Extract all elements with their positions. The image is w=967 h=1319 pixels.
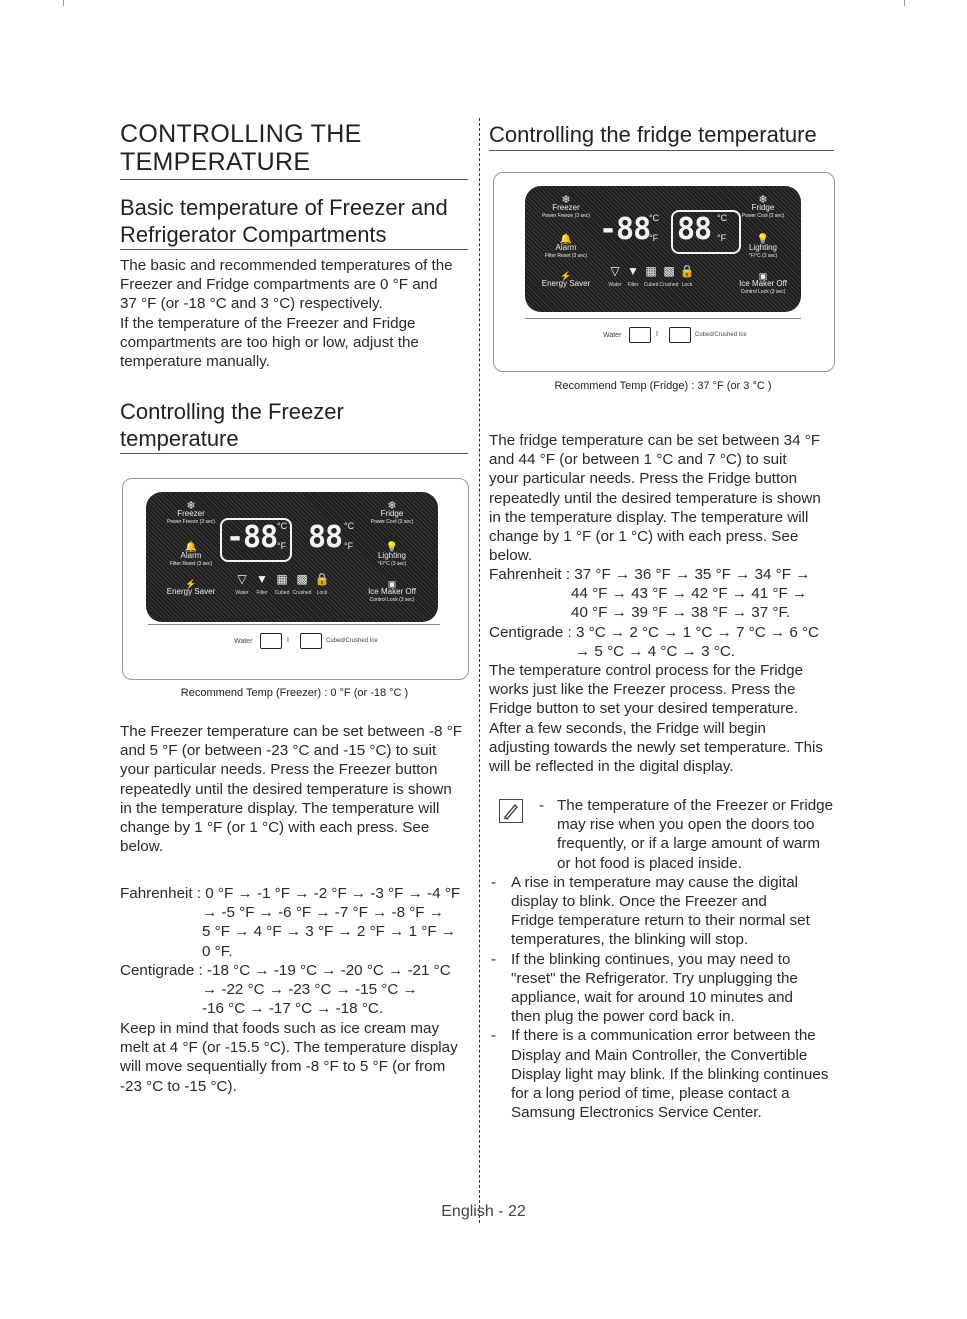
crop-mark xyxy=(904,0,905,6)
energy-saver-panel-button xyxy=(166,580,216,596)
freezer-icon: ❄ xyxy=(561,194,571,206)
section-rule xyxy=(489,150,834,151)
celsius-unit: °C xyxy=(717,213,728,223)
cubed-crushed-ice-label: Cubed/Crushed Ice xyxy=(326,638,378,644)
fahrenheit-line: 0 °F → -1 °F → -2 °F → -3 °F → -4 °F xyxy=(205,885,461,902)
separator: I xyxy=(287,637,289,644)
alarm-sub-label: Filter Reset (3 sec) xyxy=(169,561,213,567)
ice-button xyxy=(300,633,322,649)
notes-list xyxy=(489,796,839,1122)
water-label: Water xyxy=(603,332,622,339)
separator: I xyxy=(656,331,658,338)
centigrade-line: → 5 °C → 4 °C → 3 °C. xyxy=(575,642,736,660)
section-rule xyxy=(120,453,468,454)
bullet-dash: - xyxy=(491,950,497,968)
fridge-panel-button xyxy=(735,196,791,220)
ice-maker-icon: ▣ xyxy=(758,271,768,281)
fridge-sub-label: Power Cool (3 sec) xyxy=(370,519,414,525)
section-rule xyxy=(120,249,468,250)
freezer-temperature-display: -88 xyxy=(599,212,651,247)
ice-maker-off-panel-button xyxy=(360,580,424,604)
water-icon: ▽ xyxy=(610,264,620,278)
alarm-icon: 🔔 xyxy=(184,542,198,553)
note-text: A rise in temperature may cause the digital display to blink. Once the Freezer and Fridge temperature return to their normal set temperatures, the blinking will stop. xyxy=(511,873,810,949)
lighting-icon: 💡 xyxy=(756,234,770,245)
alarm-panel-button xyxy=(166,544,216,568)
centigrade-label: Centigrade : xyxy=(489,623,572,641)
freezer-label: Freezer xyxy=(177,509,205,518)
note-item xyxy=(489,796,839,873)
icon-label: Filter xyxy=(256,590,268,596)
fahrenheit-line: → -5 °F → -6 °F → -7 °F → -8 °F → xyxy=(202,904,444,922)
centigrade-line: 3 °C → 2 °C → 1 °C → 7 °C → 6 °C xyxy=(575,623,820,641)
lighting-icon: 💡 xyxy=(385,542,399,553)
celsius-unit: °C xyxy=(649,213,660,223)
section-heading-freezer: Controlling the Freezer temperature xyxy=(120,399,344,451)
lock-icon: 🔒 xyxy=(679,264,695,278)
fridge-recommended-temp-caption: Recommend Temp (Fridge) : 37 °F (or 3 °C ) xyxy=(554,380,772,392)
lock-icon: 🔒 xyxy=(314,572,330,586)
freezer-sub-label: Power Freeze (3 sec) xyxy=(542,213,590,219)
freezer-panel-button xyxy=(541,196,591,220)
ice-maker-off-panel-button xyxy=(731,272,795,296)
freezer-sub-label: Power Freeze (3 sec) xyxy=(167,519,215,525)
note-text: The temperature of the Freezer or Fridge may rise when you open the doors too frequently, or if a large amount of warm or hot food is placed inside. xyxy=(557,797,834,872)
section-heading-fridge: Controlling the fridge temperature xyxy=(489,122,817,147)
note-text: If there is a communication error between the Display and Main Controller, the Convertible Display light may blink. If the blinking continues for a long period of time, please contact a Samsung Electronics Service Center. xyxy=(511,1027,829,1122)
fridge-icon: ❄ xyxy=(387,500,397,512)
note-item xyxy=(489,1026,839,1122)
icon-label: Lock xyxy=(681,282,693,288)
fahrenheit-label: Fahrenheit : xyxy=(489,566,571,583)
fridge-sequence xyxy=(489,565,839,661)
lighting-panel-button xyxy=(735,236,791,260)
dispenser-panel xyxy=(525,318,801,351)
lighting-label: Lighting xyxy=(377,551,407,560)
centigrade-line: -18 °C → -19 °C → -20 °C → -21 °C xyxy=(206,961,451,979)
freezer-outro-text: Keep in mind that foods such as ice cream may melt at 4 °F (or -15.5 °C). The temperature display will move sequentially from -8 °F to 5 °F (or from -23 °C to -15 °C). xyxy=(120,1020,458,1095)
centigrade-line: → -22 °C → -23 °C → -15 °C → xyxy=(202,981,418,999)
fridge-intro-text: The fridge temperature can be set between 34 °F and 44 °F (or between 1 °C and 7 °C) to suit your particular needs. Press the Fridge button repeatedly until the desired temperature is shown in the temperature display. The temperature will change by 1 °F (or 1 °C) with each press. See below. xyxy=(489,432,821,565)
cubed-ice-icon: ▦ xyxy=(645,264,657,278)
freezer-label: Freezer xyxy=(552,203,580,212)
bullet-dash: - xyxy=(491,873,497,891)
freezer-fahrenheit-sequence xyxy=(120,884,472,1018)
icon-label: Cubed xyxy=(274,590,290,596)
fridge-icon: ❄ xyxy=(758,194,768,206)
fahrenheit-unit: °F xyxy=(277,541,287,551)
section-heading-basic-temperature: Basic temperature of Freezer and Refrigerator Compartments xyxy=(120,195,448,247)
fridge-panel-button xyxy=(364,502,420,526)
lighting-sub-label: °F/°C (3 sec) xyxy=(377,561,407,567)
ice-maker-sub-label: Control Lock (3 sec) xyxy=(369,597,415,603)
cubed-ice-icon: ▦ xyxy=(276,572,288,586)
icon-label: Filter xyxy=(627,282,639,288)
filter-icon: ▼ xyxy=(627,264,639,278)
fridge-sub-label: Power Cool (3 sec) xyxy=(741,213,785,219)
basic-temperature-text: The basic and recommended temperatures of the Freezer and Fridge compartments are 0 °F and 37 °F (or -18 °C and 3 °C) respectively. If the temperature of the Freezer and Fridge compartments are too high or low, adjust the temperature manually. xyxy=(120,257,453,371)
fahrenheit-line: 37 °F → 36 °F → 35 °F → 34 °F → xyxy=(574,566,811,583)
water-label: Water xyxy=(234,638,253,645)
crushed-ice-icon: ▩ xyxy=(663,264,675,278)
crushed-ice-icon: ▩ xyxy=(296,572,308,586)
freezer-icon: ❄ xyxy=(186,500,196,512)
freezer-panel-button xyxy=(166,502,216,526)
alarm-panel-button xyxy=(541,236,591,260)
dispenser-panel xyxy=(148,624,440,657)
fridge-label: Fridge xyxy=(751,203,775,212)
ice-maker-sub-label: Control Lock (3 sec) xyxy=(740,289,786,295)
ice-maker-off-label: Ice Maker Off xyxy=(368,587,416,596)
icon-label: Water xyxy=(235,590,249,596)
celsius-unit: °C xyxy=(277,521,288,531)
lighting-sub-label: °F/°C (3 sec) xyxy=(748,253,778,259)
fridge-temperature-display: 88 xyxy=(677,212,712,247)
water-button xyxy=(629,327,651,343)
icon-label: Cubed xyxy=(643,282,659,288)
note-item xyxy=(489,873,839,950)
fahrenheit-label: Fahrenheit : xyxy=(120,885,202,902)
fridge-temperature-display: 88 xyxy=(308,520,343,555)
page-title: CONTROLLING THE TEMPERATURE xyxy=(120,120,362,176)
water-icon: ▽ xyxy=(237,572,247,586)
bullet-dash: - xyxy=(539,797,545,814)
freezer-recommended-temp-caption: Recommend Temp (Freezer) : 0 °F (or -18 °C ) xyxy=(180,687,409,699)
icon-label: Crushed xyxy=(292,590,312,596)
fridge-label: Fridge xyxy=(380,509,404,518)
alarm-label: Alarm xyxy=(180,551,202,560)
crop-mark xyxy=(63,0,64,6)
energy-saver-icon: ⚡ xyxy=(185,579,197,589)
icon-label: Crushed xyxy=(659,282,679,288)
filter-icon: ▼ xyxy=(256,572,268,586)
page-footer: English - 22 xyxy=(441,1203,526,1220)
freezer-control-panel xyxy=(146,492,438,622)
fridge-outro-text: The temperature control process for the Fridge works just like the Freezer process. Press the Fridge button to set your desired temperature. After a few seconds, the Fridge will begin adjusting towards the newly set temperature. This will be reflected in the digital display. xyxy=(489,662,824,776)
icon-label: Lock xyxy=(316,590,328,596)
fahrenheit-line: 40 °F → 39 °F → 38 °F → 37 °F. xyxy=(571,604,791,622)
fahrenheit-line: 5 °F → 4 °F → 3 °F → 2 °F → 1 °F → xyxy=(202,923,456,941)
ice-maker-off-label: Ice Maker Off xyxy=(739,279,787,288)
fahrenheit-line: 44 °F → 43 °F → 42 °F → 41 °F → xyxy=(571,585,808,603)
lighting-label: Lighting xyxy=(748,243,778,252)
note-text: If the blinking continues, you may need to "reset" the Refrigerator. Try unplugging the appliance, wait for around 10 minutes and then plug the power cord back in. xyxy=(511,950,798,1026)
note-item xyxy=(489,950,839,1027)
fahrenheit-unit: °F xyxy=(717,233,727,243)
bullet-dash: - xyxy=(491,1027,497,1045)
freezer-temperature-display: -88 xyxy=(226,520,278,555)
fahrenheit-unit: °F xyxy=(649,233,659,243)
energy-saver-label: Energy Saver xyxy=(166,587,216,596)
water-button xyxy=(260,633,282,649)
column-divider xyxy=(479,118,480,1223)
title-rule xyxy=(120,179,468,180)
icon-label: Water xyxy=(608,282,622,288)
freezer-intro-text: The Freezer temperature can be set between -8 °F and 5 °F (or between -23 °C and -15 °C) to suit your particular needs. Press the Freezer button repeatedly until the desired temperature is shown in the temperature display. The temperature will change by 1 °F (or 1 °C) with each press. See below. xyxy=(120,723,463,856)
energy-saver-icon: ⚡ xyxy=(560,271,572,281)
celsius-unit: °C xyxy=(344,521,355,531)
fridge-control-panel xyxy=(525,186,801,312)
alarm-icon: 🔔 xyxy=(559,234,573,245)
centigrade-line: -16 °C → -17 °C → -18 °C. xyxy=(202,1000,384,1018)
fahrenheit-line: 0 °F. xyxy=(202,942,233,960)
cubed-crushed-ice-label: Cubed/Crushed Ice xyxy=(695,332,747,338)
ice-maker-icon: ▣ xyxy=(387,579,397,589)
ice-button xyxy=(669,327,691,343)
alarm-sub-label: Filter Reset (3 sec) xyxy=(544,253,588,259)
lighting-panel-button xyxy=(364,544,420,568)
fahrenheit-unit: °F xyxy=(344,541,354,551)
alarm-label: Alarm xyxy=(555,243,577,252)
energy-saver-panel-button xyxy=(541,272,591,288)
energy-saver-label: Energy Saver xyxy=(541,279,591,288)
centigrade-label: Centigrade : xyxy=(120,961,203,979)
